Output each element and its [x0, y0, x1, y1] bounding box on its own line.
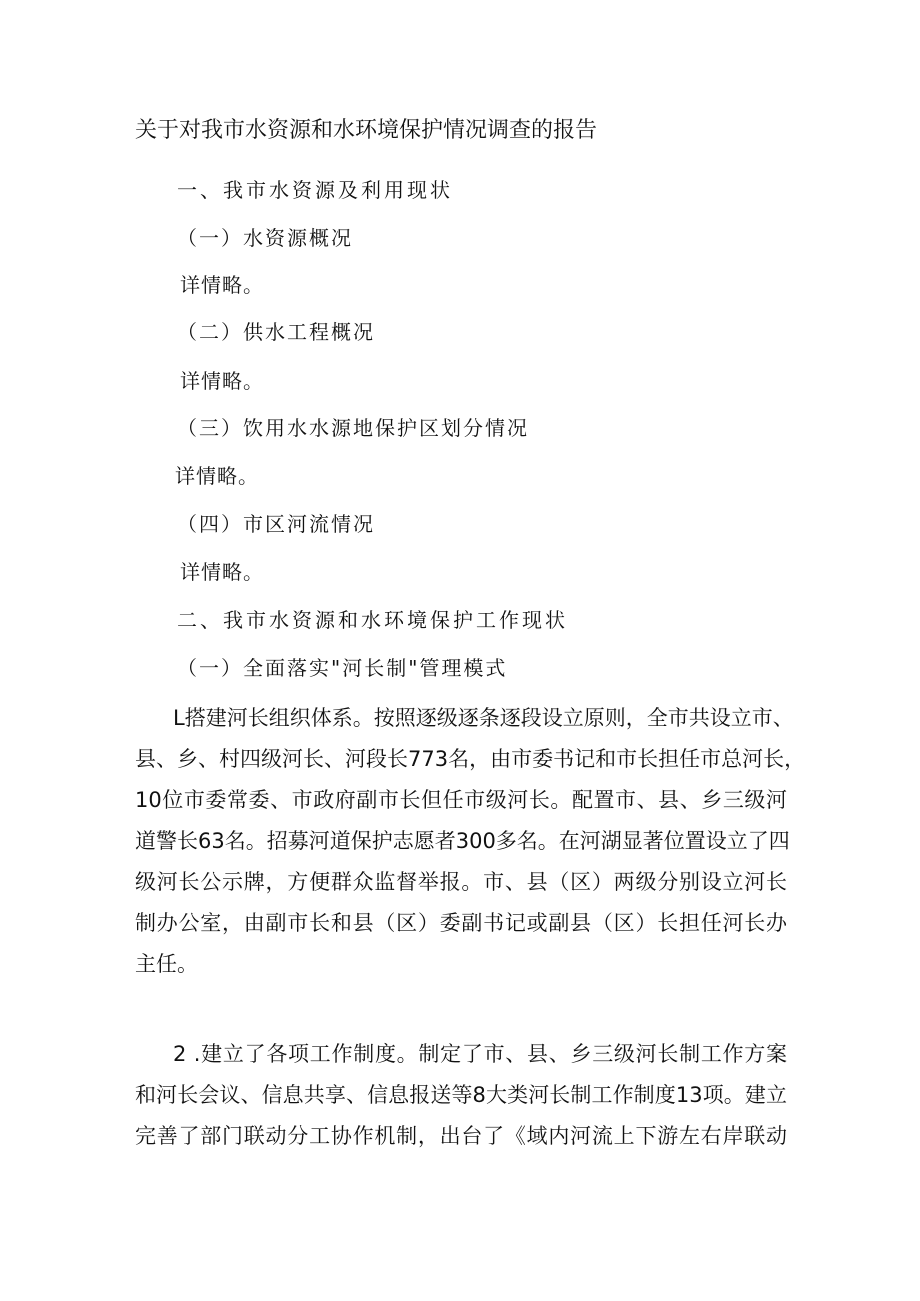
- section-2-subheading-1: （一）全面落实"河长制"管理模式: [177, 656, 508, 680]
- section-1-heading: 一、我市水资源及利用现状: [177, 178, 453, 202]
- paragraph-line: 主任。: [135, 952, 198, 976]
- paragraph-line: 级河长公示牌，方便群众监督举报。市、县（区）两级分别设立河长: [135, 870, 787, 894]
- section-1-item-4-detail: 详情略。: [180, 560, 264, 584]
- paragraph-line: 完善了部门联动分工协作机制，出台了《域内河流上下游左右岸联动: [135, 1124, 787, 1148]
- paragraph-line: 和河长会议、信息共享、信息报送等8大类河长制工作制度13项。建立: [135, 1083, 787, 1107]
- section-1-item-1-label: （一）水资源概况: [177, 226, 353, 250]
- paragraph-river-chief-organization: [135, 698, 806, 985]
- paragraph-line: 制办公室，由副市长和县（区）委副书记或副县（区）长担任河长办: [135, 911, 787, 935]
- section-2-heading: 二、我市水资源和水环境保护工作现状: [177, 608, 568, 632]
- paragraph-line: 2 .建立了各项工作制度。制定了市、县、乡三级河长制工作方案: [173, 1042, 787, 1066]
- section-1-item-3-detail: 详情略。: [175, 464, 259, 488]
- document-title: 关于对我市水资源和水环境保护情况调查的报告: [135, 118, 598, 143]
- paragraph-line: 县、乡、村四级河长、河段长773名，由市委书记和市长担任市总河长，: [135, 747, 806, 771]
- paragraph-work-systems: [135, 1034, 787, 1157]
- paragraph-line: L搭建河长组织体系。按照逐级逐条逐段设立原则，全市共设立市、: [173, 706, 794, 730]
- section-1-item-4-label: （四）市区河流情况: [177, 512, 375, 536]
- paragraph-line: 道警长63名。招募河道保护志愿者300多名。在河湖显著位置设立了四: [135, 829, 790, 853]
- section-1-item-1-detail: 详情略。: [180, 273, 264, 297]
- paragraph-line: 10位市委常委、市政府副市长但任市级河长。配置市、县、乡三级河: [135, 788, 787, 812]
- section-1-item-2-detail: 详情略。: [180, 369, 264, 393]
- section-1-item-2-label: （二）供水工程概况: [177, 320, 375, 344]
- section-1-item-3-label: （三）饮用水水源地保护区划分情况: [177, 416, 529, 440]
